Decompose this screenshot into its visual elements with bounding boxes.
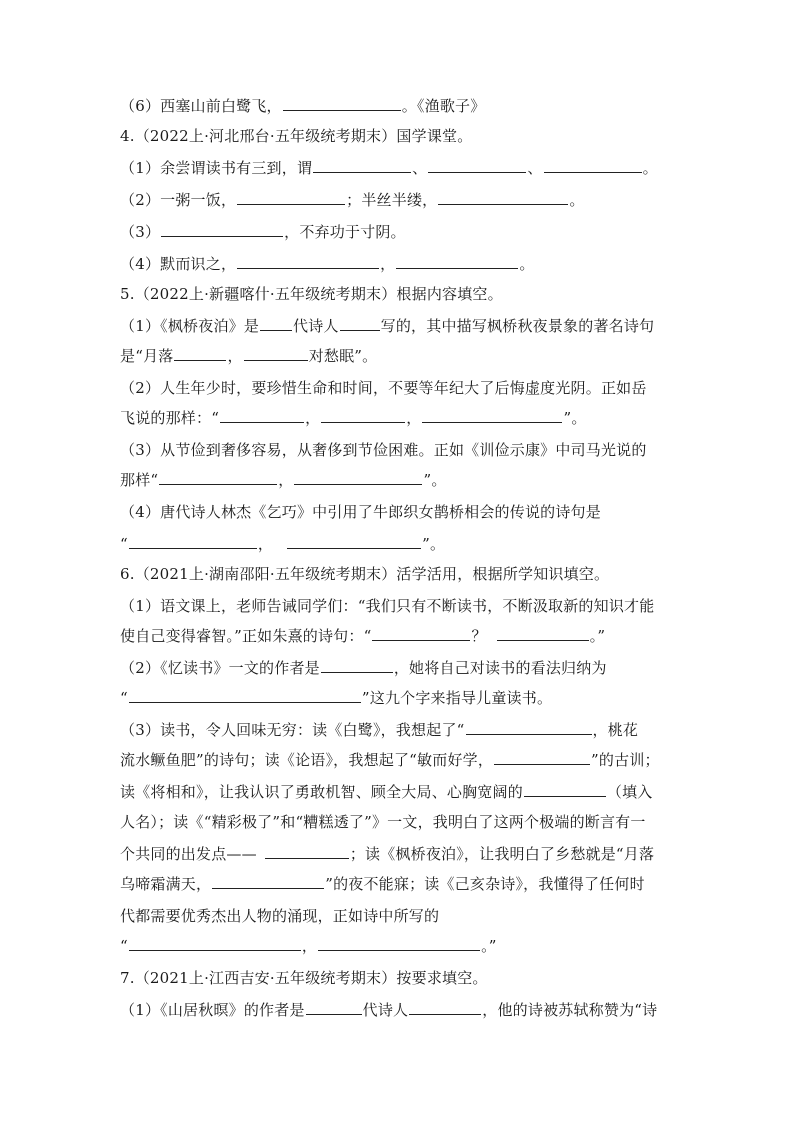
- blank[interactable]: [524, 782, 606, 797]
- line-q6-3c: [120, 782, 680, 802]
- line-q6-1b: [120, 626, 680, 646]
- line-q5-1a: [120, 316, 680, 336]
- line-q6-3h: [120, 936, 680, 956]
- text: ”的夜不能寐；读《己亥杂诗》，我懂得了任何时: [325, 875, 645, 893]
- text: 人名）；读《“精彩极了”和“糟糕透了”》一文，我明白了这两个极端的断言有一: [120, 813, 646, 831]
- blank[interactable]: [466, 720, 592, 735]
- blank[interactable]: [237, 254, 379, 269]
- text: 个共同的出发点——: [120, 845, 257, 863]
- question-7-heading: [120, 968, 680, 988]
- text: （1）《山居秋暝》的作者是: [120, 1001, 305, 1019]
- blank[interactable]: [494, 750, 590, 765]
- text: “: [120, 535, 128, 553]
- text: ，: [278, 471, 294, 489]
- text: 5.（2022上·新疆喀什·五年级统考期末）根据内容填空。: [120, 285, 503, 303]
- text: “: [120, 689, 128, 707]
- text: 。《渔歌子》: [401, 97, 486, 115]
- line-q6-3f: [120, 874, 680, 894]
- text: ”这九个字来指导儿童读书。: [361, 689, 553, 707]
- blank[interactable]: [212, 874, 324, 889]
- line-q4-4: [120, 254, 680, 274]
- question-5-heading: [120, 284, 680, 304]
- blank[interactable]: [313, 158, 411, 173]
- text: （3）读书，令人回味无穷：读《白鹭》，我想起了“: [120, 721, 465, 739]
- text: （1）余尝谓读书有三到，谓: [120, 159, 313, 177]
- line-q4-1: [120, 158, 680, 178]
- line-q6-3d: [120, 812, 680, 832]
- text: （2）人生年少时，要珍惜生命和时间，不要等年纪大了后悔虚度光阴。正如岳: [120, 379, 647, 397]
- text: ”。: [563, 409, 587, 427]
- text: 读《将相和》，让我认识了勇敢机智、顾全大局、心胸宽阔的: [120, 783, 523, 801]
- blank[interactable]: [422, 408, 562, 423]
- blank[interactable]: [174, 346, 226, 361]
- text: （填入: [606, 783, 653, 801]
- blank[interactable]: [244, 346, 308, 361]
- text: 代诗人: [293, 317, 339, 335]
- blank[interactable]: [294, 470, 422, 485]
- text: （4）默而识之，: [120, 255, 237, 273]
- text: 流水鳜鱼肥”的诗句；读《论语》，我想起了“敏而好学，: [120, 751, 494, 769]
- text: 代都需要优秀杰出人物的涌现，正如诗中所写的: [120, 907, 440, 925]
- text: 、: [412, 159, 428, 177]
- blank[interactable]: [321, 658, 393, 673]
- text: （1）语文课上，老师告诫同学们：“我们只有不断读书，不断汲取新的知识才能: [120, 597, 655, 615]
- blank[interactable]: [497, 626, 589, 641]
- text: 。: [519, 255, 535, 273]
- text: （1）《枫桥夜泊》是: [120, 317, 260, 335]
- text: （3）从节俭到奢侈容易，从奢侈到节俭困难。正如《训俭示康》中司马光说的: [120, 441, 647, 459]
- text: ？: [471, 627, 487, 645]
- text: ，: [406, 409, 422, 427]
- line-q6-3b: [120, 750, 680, 770]
- line-q5-4a: [120, 502, 680, 522]
- text: 4.（2022上·河北邢台·五年级统考期末）国学课堂。: [120, 127, 473, 145]
- text: ”的古训；: [591, 751, 660, 769]
- blank[interactable]: [159, 470, 277, 485]
- text: 。: [569, 191, 585, 209]
- blank[interactable]: [544, 158, 642, 173]
- blank[interactable]: [129, 534, 257, 549]
- text: （2）一粥一饭，: [120, 191, 237, 209]
- line-q4-3: [120, 222, 680, 242]
- line-q6-1a: [120, 596, 680, 616]
- text: （4）唐代诗人林杰《乞巧》中引用了牛郎织女鹊桥相会的传说的诗句是: [120, 503, 601, 521]
- text: 代诗人: [362, 1001, 409, 1019]
- line-q6-3a: [120, 720, 680, 740]
- text: 、: [527, 159, 543, 177]
- text: （2）《忆读书》一文的作者是: [120, 659, 320, 677]
- text: 是“月落: [120, 347, 174, 365]
- text: ，: [305, 409, 321, 427]
- text: 飞说的那样：“: [120, 409, 220, 427]
- line-q5-2a: [120, 378, 680, 398]
- text: ，: [380, 255, 396, 273]
- question-6-heading: [120, 564, 680, 584]
- line-q5-1b: [120, 346, 680, 366]
- blank[interactable]: [220, 408, 304, 423]
- blank[interactable]: [283, 96, 401, 111]
- text: 。”: [481, 937, 497, 955]
- text: （6）西塞山前白鹭飞，: [120, 97, 282, 115]
- blank[interactable]: [161, 222, 283, 237]
- line-q5-4b: [120, 534, 680, 554]
- blank[interactable]: [237, 190, 345, 205]
- blank[interactable]: [409, 1000, 481, 1015]
- text: ，: [257, 535, 274, 553]
- blank[interactable]: [372, 626, 470, 641]
- blank[interactable]: [321, 408, 405, 423]
- text: ，她将自己对读书的看法归纳为: [393, 659, 607, 677]
- text: ”。: [423, 471, 447, 489]
- blank[interactable]: [129, 936, 301, 951]
- text: 。: [642, 159, 658, 177]
- line-q5-3b: [120, 470, 680, 490]
- text: ，: [227, 347, 243, 365]
- text: 6.（2021上·湖南邵阳·五年级统考期末）活学活用，根据所学知识填空。: [120, 565, 610, 583]
- text: 对愁眠”。: [308, 347, 378, 365]
- blank[interactable]: [438, 190, 568, 205]
- blank[interactable]: [287, 534, 421, 549]
- line-q5-2b: [120, 408, 680, 428]
- text: 那样“: [120, 471, 159, 489]
- line-q4-2: [120, 190, 680, 210]
- text: ”。: [422, 535, 446, 553]
- text: ，桃花: [592, 721, 639, 739]
- text: 写的，其中描写枫桥秋夜景象的著名诗句: [380, 317, 655, 335]
- line-q6-3e: [120, 844, 680, 864]
- text: 。”: [589, 627, 606, 645]
- blank[interactable]: [340, 316, 380, 331]
- line-q5-3a: [120, 440, 680, 460]
- line-q7-1a: [120, 1000, 680, 1020]
- text: （3）: [120, 223, 161, 241]
- blank[interactable]: [396, 254, 518, 269]
- question-4-heading: [120, 126, 680, 146]
- text: 使自己变得睿智。”正如朱熹的诗句：“: [120, 627, 372, 645]
- blank[interactable]: [129, 688, 361, 703]
- text: “: [120, 937, 128, 955]
- text: 乌啼霜满天，: [120, 875, 212, 893]
- text: ，他的诗被苏轼称赞为“诗: [482, 1001, 658, 1019]
- text: ；读《枫桥夜泊》，让我明白了乡愁就是“月落: [349, 845, 655, 863]
- blank[interactable]: [265, 844, 349, 859]
- text: ，: [301, 937, 318, 955]
- text: ；半丝半缕，: [346, 191, 438, 209]
- text: 7.（2021上·江西吉安·五年级统考期末）按要求填空。: [120, 969, 488, 987]
- text: ，不弃功于寸阴。: [284, 223, 406, 241]
- line-q6-2b: [120, 688, 680, 708]
- line-q6-3g: [120, 906, 680, 926]
- blank[interactable]: [428, 158, 526, 173]
- line-q4-6: [120, 96, 680, 116]
- line-q6-2a: [120, 658, 680, 678]
- blank[interactable]: [306, 1000, 362, 1015]
- blank[interactable]: [318, 936, 480, 951]
- blank[interactable]: [260, 316, 292, 331]
